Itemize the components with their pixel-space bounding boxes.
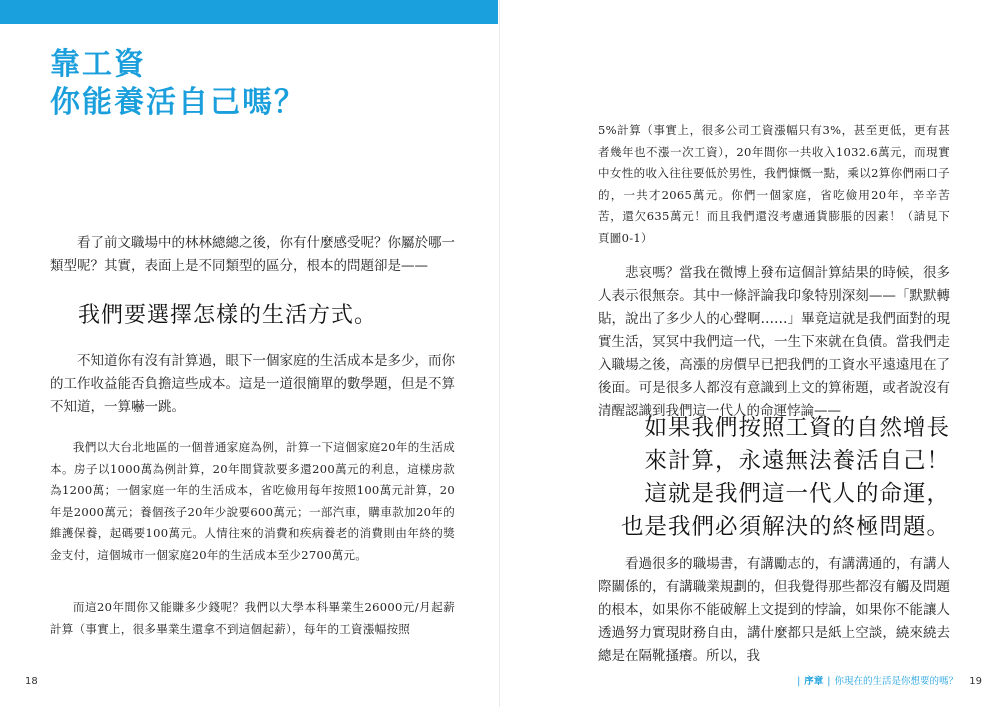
income-paragraph: 而這20年間你又能賺多少錢呢？我們以大學本科畢業生26000元/月起薪計算（事實上，很多畢業生還拿不到這個起薪），每年的工資漲幅按照 <box>50 600 455 636</box>
footer-separator: | <box>827 676 831 687</box>
pull-quote <box>595 412 950 544</box>
right-page <box>500 0 1000 707</box>
pull-quote-line-2: 來計算，永遠無法養活自己！ <box>644 448 950 474</box>
closing-paragraph: 看過很多的職場書，有講勵志的，有講溝通的，有講人際關係的，有講職業規劃的，但我覺得那些都沒有觸及問題的根本，如果你不能破解上文提到的悖論，如果你不能讓人透過努力實現財務自由，講什麼都只是紙上空談，繞來繞去總是在隔靴搔癢。所以，我 <box>598 556 950 664</box>
page-number-left: 18 <box>25 676 38 687</box>
footer-title: 你現在的生活是你想要的嗎？ <box>834 676 958 687</box>
page-number-right: 19 <box>969 676 982 687</box>
income-paragraph-continued: 5%計算（事實上，很多公司工資漲幅只有3%，甚至更低，更有甚者幾年也不漲一次工資），20年間你一共收入1032.6萬元，而現實中女性的收入往往要低於男性，我們慷慨一點，乘以2算你們兩口子的，一共才2065萬元。你們一個家庭，省吃儉用20年，辛辛苦苦，還欠635萬元！而且我們還沒考慮通貨膨脹的因素！（請見下頁圖0-1） <box>598 123 950 245</box>
section-title <box>50 46 306 122</box>
footer-separator: | <box>797 676 801 687</box>
pull-quote-line-1: 如果我們按照工資的自然增長 <box>644 415 950 441</box>
pull-quote: 我們要選擇怎樣的生活方式。 <box>78 303 378 328</box>
body-paragraph: 不知道你有沒有計算過，眼下一個家庭的生活成本是多少，而你的工作收益能否負擔這些成本。這是一道很簡單的數學題，但是不算不知道，一算嚇一跳。 <box>50 353 455 415</box>
chapter-color-bar <box>0 0 498 24</box>
title-line-2: 你能養活自己嗎？ <box>50 85 306 120</box>
title-line-1: 靠工資 <box>50 47 146 82</box>
example-paragraph: 我們以大台北地區的一個普通家庭為例，計算一下這個家庭20年的生活成本。房子以1000萬為例計算，20年間貸款要多還200萬元的利息，這樣房款為1200萬；一個家庭一年的生活成本，省吃儉用每年按照100萬元計算，20年是2000萬元；養個孩子20年少說要600萬元；一部汽車，購車款加20年的維護保養，起碼要100萬元。人情往來的消費和疾病養老的消費則由年終的獎金支付，這個城市一個家庭20年的生活成本至少2700萬元。 <box>50 440 455 562</box>
footer-chapter: 序章 <box>804 676 824 687</box>
body-paragraph: 悲哀嗎？當我在微博上發布這個計算結果的時候，很多人表示很無奈。其中一條評論我印象特別深刻——「默默轉貼，說出了多少人的心聲啊……」畢竟這就是我們面對的現實生活，冥冥中我們這一代，一生下來就在負債。當我們走入職場之後，高漲的房價早已把我們的工資水平遠遠甩在了後面。可是很多人都沒有意識到上文的算術題，或者說沒有清醒認識到我們這一代人的命運悖論—— <box>598 265 950 419</box>
pull-quote-line-4: 也是我們必須解決的終極問題。 <box>620 514 950 540</box>
pull-quote-line-3: 這就是我們這一代人的命運， <box>644 481 950 507</box>
intro-paragraph: 看了前文職場中的林林總總之後，你有什麼感受呢？你屬於哪一類型呢？其實，表面上是不同類型的區分，根本的問題卻是—— <box>50 235 455 274</box>
running-footer <box>793 673 958 687</box>
